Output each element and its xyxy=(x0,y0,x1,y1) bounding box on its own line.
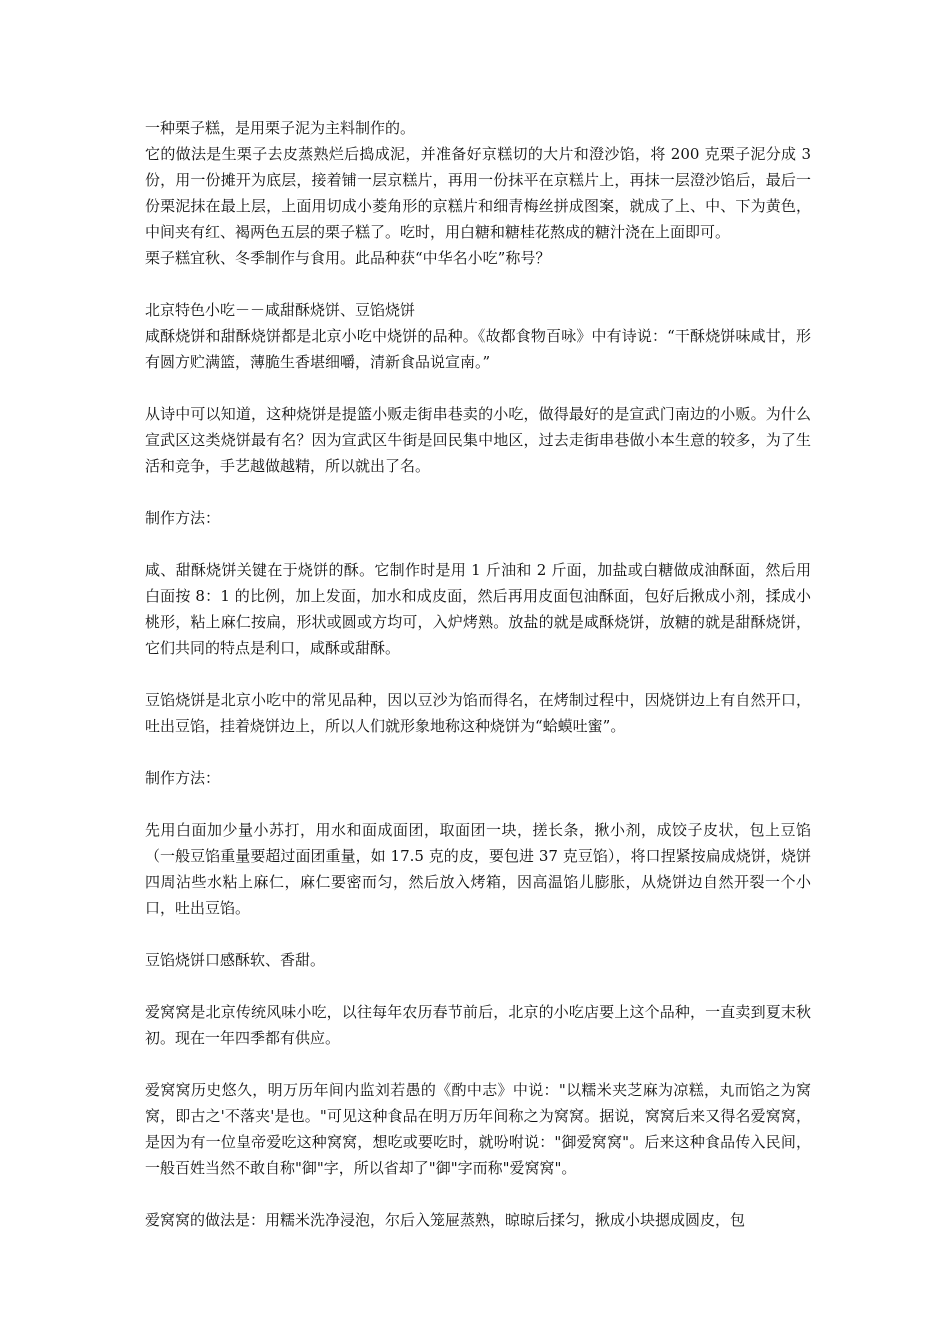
document-body xyxy=(145,115,811,1233)
section-heading-shaobing: 北京特色小吃－－咸甜酥烧饼、豆馅烧饼 xyxy=(145,301,416,319)
paragraph-chestnut-cake-intro: 一种栗子糕，是用栗子泥为主料制作的。 xyxy=(145,119,416,137)
paragraph-chestnut-cake-season: 栗子糕宜秋、冬季制作与食用。此品种获“中华名小吃”称号？ xyxy=(145,249,551,267)
paragraph-gap xyxy=(145,1051,811,1077)
paragraph-gap xyxy=(145,739,811,765)
paragraph-shaobing-history: 从诗中可以知道，这种烧饼是提篮小贩走街串巷卖的小吃，做得最好的是宣武门南边的小贩。为什么宣武区这类烧饼最有名？因为宣武区牛街是回民集中地区，过去走街串巷做小本生意的较多，为了生活和竞争，手艺越做越精，所以就出了名。 xyxy=(145,405,811,475)
paragraph-gap xyxy=(145,479,811,505)
paragraph-bean-shaobing-taste: 豆馅烧饼口感酥软、香甜。 xyxy=(145,951,326,969)
paragraph-aiwowo-method: 爱窝窝的做法是：用糯米洗净浸泡，尔后入笼屉蒸熟，晾晾后揉匀，揪成小块摁成圆皮，包 xyxy=(145,1211,746,1229)
subheading-method: 制作方法： xyxy=(145,509,221,527)
paragraph-chestnut-cake-method: 它的做法是生栗子去皮蒸熟烂后捣成泥，并准备好京糕切的大片和澄沙馅，将 200 克栗子泥分成 3 份，用一份摊开为底层，接着铺一层京糕片，再用一份抹平在京糕片上，再抹一层澄沙馅后，最后一份栗泥抹在最上层，上面用切成小菱角形的京糕片和细青梅丝拼成图案，就成了上、中、下为黄色，中间夹有红、褐两色五层的栗子糕了。吃时，用白糖和糖桂花熬成的糖汁浇在上面即可。 xyxy=(145,145,811,241)
paragraph-gap xyxy=(145,1181,811,1207)
paragraph-gap xyxy=(145,661,811,687)
paragraph-shaobing-intro: 咸酥烧饼和甜酥烧饼都是北京小吃中烧饼的品种。《故都食物百咏》中有诗说：“干酥烧饼味咸甘，形有圆方贮满篮，薄脆生香堪细嚼，清新食品说宣南。” xyxy=(145,327,811,371)
paragraph-gap xyxy=(145,791,811,817)
paragraph-bean-shaobing-intro: 豆馅烧饼是北京小吃中的常见品种，因以豆沙为馅而得名，在烤制过程中，因烧饼边上有自然开口，吐出豆馅，挂着烧饼边上，所以人们就形象地称这种烧饼为“蛤蟆吐蜜”。 xyxy=(145,691,811,735)
paragraph-gap xyxy=(145,531,811,557)
paragraph-gap xyxy=(145,375,811,401)
paragraph-shaobing-method: 咸、甜酥烧饼关键在于烧饼的酥。它制作时是用 1 斤油和 2 斤面，加盐或白糖做成油酥面，然后用白面按 8：1 的比例，加上发面，加水和成皮面，然后再用皮面包油酥面，包好后揪成小剂，揉成小桃形，粘上麻仁按扁，形状或圆或方均可，入炉烤熟。放盐的就是咸酥烧饼，放糖的就是甜酥烧饼，它们共同的特点是利口，咸酥或甜酥。 xyxy=(145,561,811,657)
subheading-method: 制作方法： xyxy=(145,769,221,787)
paragraph-aiwowo-history: 爱窝窝历史悠久，明万历年间内监刘若愚的《酌中志》中说："以糯米夹芝麻为凉糕，丸而馅之为窝窝，即古之'不落夹'是也。"可见这种食品在明万历年间称之为窝窝。据说，窝窝后来又得名爱窝窝，是因为有一位皇帝爱吃这种窝窝，想吃或要吃时，就吩咐说："御爱窝窝"。后来这种食品传入民间，一般百姓当然不敢自称"御"字，所以省却了"御"字而称"爱窝窝"。 xyxy=(145,1081,811,1177)
paragraph-gap xyxy=(145,271,811,297)
paragraph-aiwowo-intro: 爱窝窝是北京传统风味小吃，以往每年农历春节前后，北京的小吃店要上这个品种，一直卖到夏末秋初。现在一年四季都有供应。 xyxy=(145,1003,811,1047)
paragraph-gap xyxy=(145,973,811,999)
paragraph-gap xyxy=(145,921,811,947)
paragraph-bean-shaobing-method: 先用白面加少量小苏打，用水和面成面团，取面团一块，搓长条，揪小剂，成饺子皮状，包上豆馅（一般豆馅重量要超过面团重量，如 17.5 克的皮，要包进 37 克豆馅），将口捏紧按扁成烧饼，烧饼四周沾些水粘上麻仁，麻仁要密而匀，然后放入烤箱，因高温馅儿膨胀，从烧饼边自然开裂一个小口，吐出豆馅。 xyxy=(145,821,811,917)
